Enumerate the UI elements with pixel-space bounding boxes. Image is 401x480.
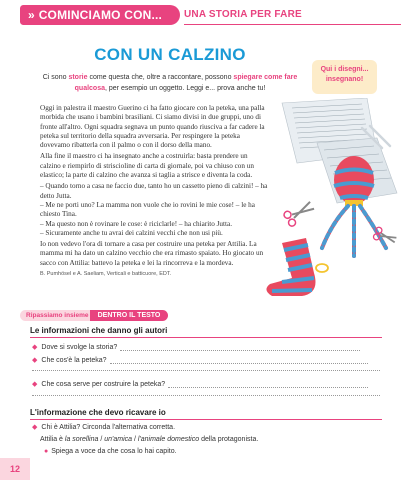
option-sorellina[interactable]: la sorellina xyxy=(64,436,99,443)
section-title-infer: L'informazione che devo ricavare io xyxy=(30,408,166,417)
bullet-icon: ● xyxy=(44,448,49,455)
answer-prefix: Attilia è xyxy=(40,436,65,443)
intro-text xyxy=(30,72,310,94)
story-paragraph: – Quando torno a casa ne faccio due, tanto ho un cassetto pieno di calzini! – ha detto Jutta. xyxy=(40,182,268,200)
story-source: B. Pumhösel e A. Saeliam, Verticali e batticuore, EDT. xyxy=(40,271,172,278)
story-paragraph: Alla fine il maestro ci ha insegnato anche a costruirla: basta prendere un calzino e riempirlo di striscioline di carta di giornale, poi va chiuso con un elastico; la parte di calzino che avanza si taglia a strisce e diventa la coda. xyxy=(40,152,254,180)
header-divider xyxy=(184,24,401,25)
page-number: 12 xyxy=(0,458,30,480)
sub-instruction-text: Spiega a voce da che cosa lo hai capito. xyxy=(51,448,177,455)
section-divider xyxy=(30,419,382,420)
story-paragraph: Oggi in palestra il maestro Guerino ci ha fatto giocare con la peteka, una palla morbida che usano i bambini brasiliani. Ci siamo divisi in due gruppi, uno di fronte all'altro. Ogni squadra segnava un punto quando riusciva a far cadere la peteka sul territorio della squadra avversaria. Per respingere la peteka dovevamo ribatterla con il palmo o con il dorso della mano. xyxy=(40,104,265,150)
story-paragraph: – Sicuramente anche tu avrai dei calzini vecchi che non usi più. xyxy=(40,228,223,237)
diamond-bullet-icon: ◆ xyxy=(32,357,38,364)
exercise-tag: DENTRO IL TESTO xyxy=(90,310,168,321)
intro-part: come questa che, oltre a raccontare, possono xyxy=(87,74,234,81)
header-pill xyxy=(20,5,180,25)
answer-line[interactable] xyxy=(32,370,380,371)
note-box: Qui i disegni... insegnano! xyxy=(312,60,377,94)
page-header xyxy=(0,0,401,30)
option-amica[interactable]: un'amica xyxy=(104,436,133,443)
intro-highlight: spiegare come fare qualcosa xyxy=(74,74,298,92)
sock-peteka-illustration xyxy=(262,98,401,298)
question-text: Dove si svolge la storia? xyxy=(41,344,118,351)
answer-line[interactable] xyxy=(168,380,368,388)
option-separator: / xyxy=(132,436,138,443)
exercise-label: Ripassiamo insieme xyxy=(20,310,90,321)
answer-line[interactable] xyxy=(120,343,360,351)
answer-suffix: della protagonista. xyxy=(199,436,259,443)
option-animale-domestico[interactable]: l'animale domestico xyxy=(137,436,200,443)
diamond-bullet-icon: ◆ xyxy=(32,381,38,388)
header-title: COMINCIAMO CON... xyxy=(38,8,163,22)
question-text: Che cos'è la peteka? xyxy=(41,357,107,364)
diamond-bullet-icon: ◆ xyxy=(32,344,38,351)
question-3 xyxy=(32,380,368,388)
exercise-band xyxy=(20,310,380,322)
question-text: Che cosa serve per costruire la peteka? xyxy=(41,381,166,388)
story-paragraph: – Ma questo non è rovinare le cose: è riciclarle! – ha chiarito Jutta. xyxy=(40,219,232,228)
question-4 xyxy=(32,423,175,431)
diamond-bullet-icon: ◆ xyxy=(32,424,38,431)
intro-highlight: storie xyxy=(68,74,88,81)
scissors-icon xyxy=(283,199,317,228)
answer-line[interactable] xyxy=(32,395,380,396)
rubber-band-icon xyxy=(316,264,328,272)
intro-part: Ci sono xyxy=(42,74,69,81)
story-paragraph: – Me ne porti uno? La mamma non vuole che io rovini le mie cose! – le ha chiesto Tina. xyxy=(40,200,255,219)
question-2 xyxy=(32,356,368,364)
option-separator: / xyxy=(98,436,105,443)
section-title-authors: Le informazioni che danno gli autori xyxy=(30,326,168,335)
answer-line[interactable] xyxy=(110,356,368,364)
section-divider xyxy=(30,337,382,338)
sock-icon xyxy=(266,238,315,296)
page-title: CON UN CALZINO xyxy=(94,45,246,64)
question-1 xyxy=(32,343,360,351)
question-text: Chi è Attilia? Circonda l'alternativa corretta. xyxy=(41,424,176,431)
answer-choice-line xyxy=(40,436,258,443)
story-paragraph: Io non vedevo l'ora di tornare a casa per costruire una peteka per Attilia. La mamma mi ha dato un calzino vecchio che era rimasto spaiato. Ho giocato un sacco con Attilia: battevo la peteka e lei la rincorreva e la mordeva. xyxy=(40,240,264,267)
intro-part: , per esempio un oggetto. Leggi e... prova anche tu! xyxy=(105,85,266,92)
sub-instruction xyxy=(44,448,177,455)
story-text xyxy=(40,104,270,279)
header-subtitle: UNA STORIA PER FARE xyxy=(184,9,302,20)
chevron-icon: » xyxy=(28,8,35,22)
